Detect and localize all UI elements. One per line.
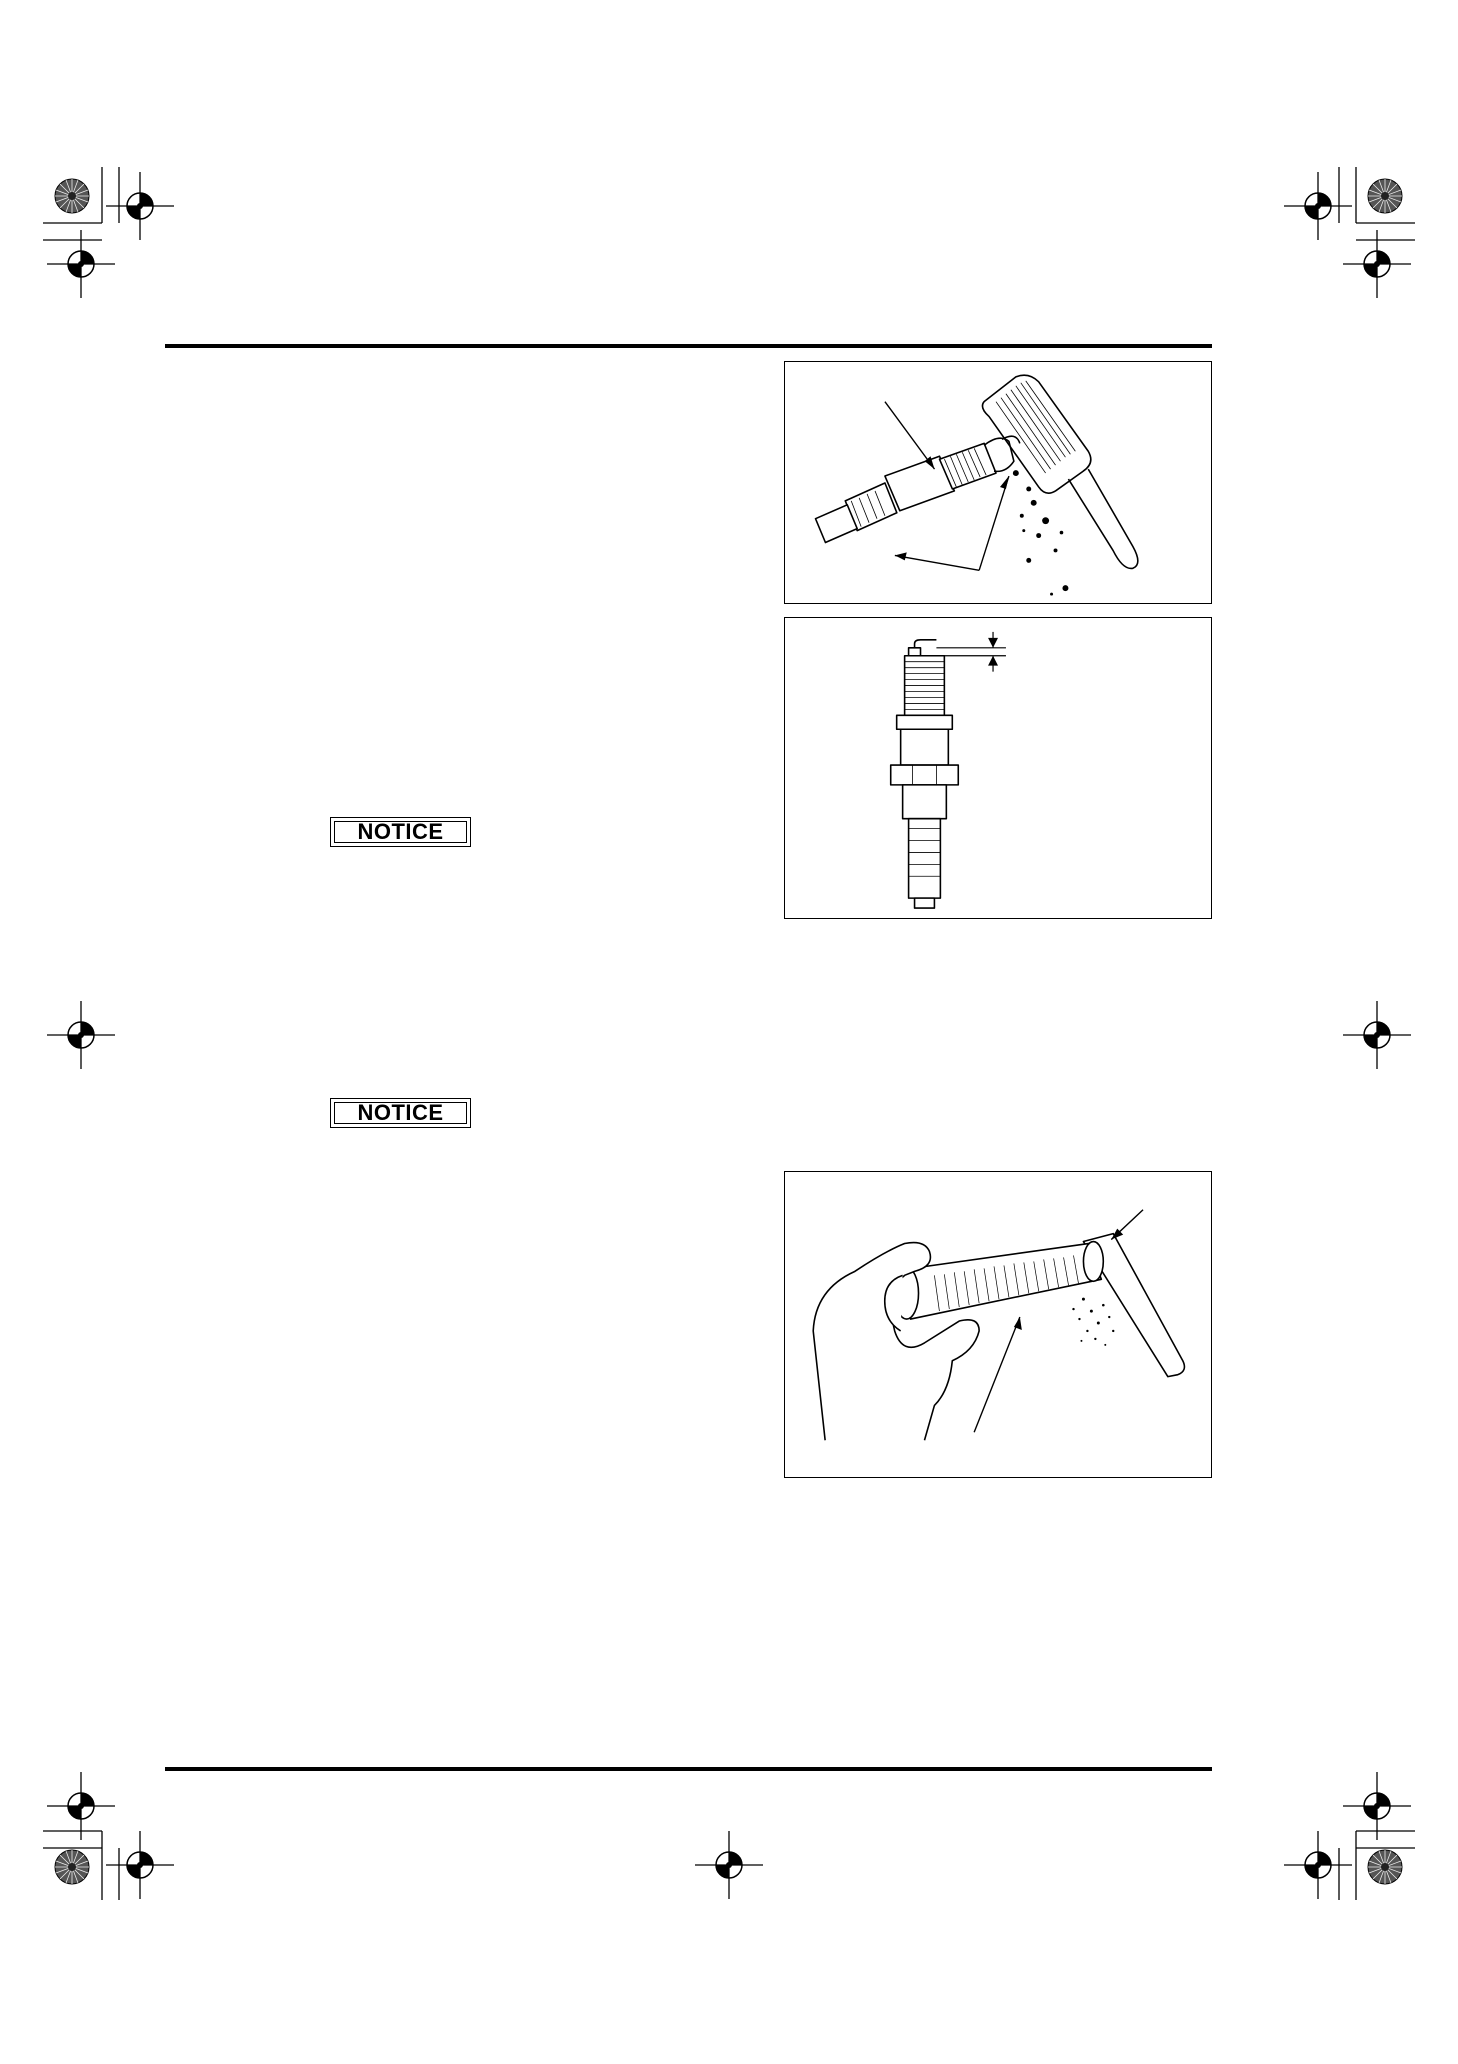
air-filter-tap-figure: [784, 1171, 1212, 1478]
notice-box-2: [330, 1098, 471, 1128]
header-rule: [165, 344, 1212, 348]
spark-plug-brush-illustration: [785, 362, 1211, 603]
notice-label: NOTICE: [334, 1102, 467, 1124]
footer-rule: [165, 1767, 1212, 1771]
spark-plug-gap-illustration: [785, 618, 1211, 918]
spark-plug-gap-figure: [784, 617, 1212, 919]
notice-box-1: [330, 817, 471, 847]
spark-plug-brush-figure: [784, 361, 1212, 604]
air-filter-tap-illustration: [785, 1172, 1211, 1477]
notice-label: NOTICE: [334, 821, 467, 843]
